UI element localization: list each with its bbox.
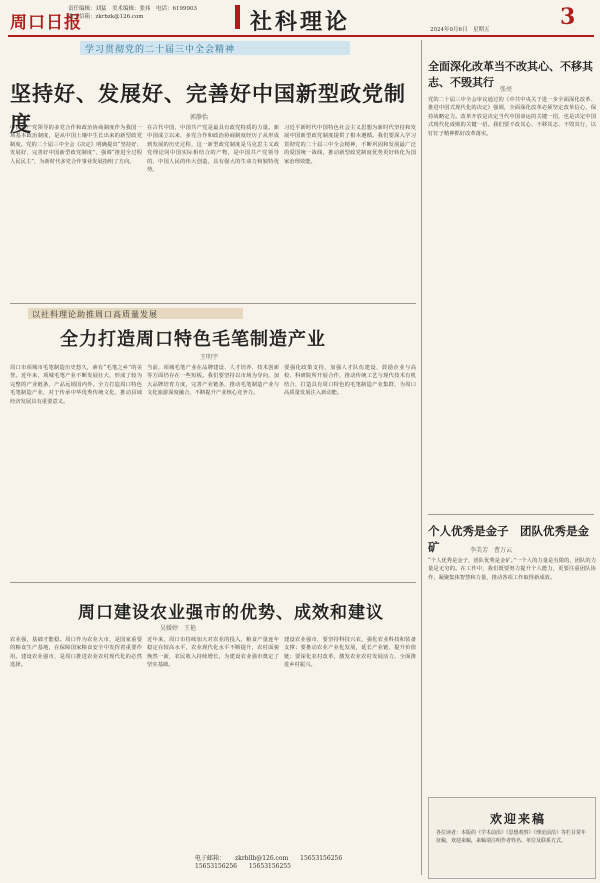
article3-col3: 建设农业强市，要坚持科技兴农，强化农业科技和装备支撑；要推动农业产业化发展，延长产业链、提升价值链；要深化农村改革，激发农业农村发展活力，全面推进乡村振兴。 [284, 637, 416, 669]
newspaper-logo: 周口日报 [10, 13, 82, 33]
divider [10, 303, 416, 304]
issue-date: 2024年9月6日 星期五 [430, 27, 490, 33]
article2-headline: 全力打造周口特色毛笔制造产业 [60, 329, 326, 350]
divider [10, 582, 416, 583]
article1-author: 郭静怡 [190, 114, 209, 121]
contact-phone: 15653156256 [300, 855, 343, 862]
welcome-title: 欢迎来稿 [490, 812, 547, 826]
article1-banner: 学习贯彻党的二十届三中全会精神 [85, 45, 236, 55]
article2-banner: 以社科理论助推周口高质量发展 [32, 310, 158, 319]
column-divider [421, 40, 422, 875]
contact-email[interactable]: zkrbllb@126.com [235, 855, 289, 862]
welcome-text: 各位读者：本版的《学术前沿》《思想观察》《理论前沿》等栏目常年征稿，欢迎来稿，来稿请注明作者姓名、单位及联系方式。 [436, 830, 587, 844]
article1-headline: 坚持好、发展好、完善好中国新型政党制度 [10, 81, 406, 136]
right1-author: 张亮 [500, 86, 513, 93]
contact-phone: 15653156256 [195, 863, 237, 870]
contact-info [195, 855, 420, 871]
article3-headline: 周口建设农业强市的优势、成效和建议 [78, 603, 384, 623]
article2-col3: 要强化政策支持，加强人才队伍建设，鼓励企业与高校、科研院所开展合作，推动传统工艺与现代技术有机结合，打造具有周口特色的毛笔制造产业集群，为周口高质量发展注入新动能。 [284, 365, 416, 397]
masthead [0, 0, 600, 34]
email-line: 电子信箱：zkrbzk@126.com [68, 14, 144, 20]
article3-author: 吴媛婷 王艳 [160, 625, 197, 632]
right2-headline: 个人优秀是金子 团队优秀是金矿 [428, 524, 589, 554]
right2-author: 李美芳 曹万云 [470, 547, 513, 554]
article1-col1: 中国共产党领导的多党合作和政治协商制度作为我国一项基本政治制度，是从中国土壤中生长出来的新型政党制度。党的二十届三中全会《决定》明确提出“坚持好、发展好、完善好中国新型政党制度”，强调“推进全过程人民民主”，为新时代多党合作事业发展指明了方向。 [10, 125, 142, 165]
email-label: 电子邮箱： [195, 855, 226, 862]
article3-col1: 农业强，基础才能稳。周口作为农业大市，是国家重要的粮食生产基地，在保障国家粮食安全中发挥着重要作用。建设农业强市，是周口推进农业农村现代化的必然选择。 [10, 637, 142, 669]
section-title: 社科理论 [250, 9, 351, 35]
divider [428, 514, 594, 515]
article3-col2: 近年来，周口市持续加大对农业的投入，粮食产量连年稳定在较高水平，农业现代化水平不断提升，农村面貌焕然一新，农民收入持续增长，为建设农业强市奠定了坚实基础。 [147, 637, 279, 669]
editor-info [68, 5, 218, 21]
right1-text: 党的二十届三中全会审议通过的《中共中央关于进一步全面深化改革、推进中国式现代化的决定》强调，全面深化改革必须坚定改革信心，保持战略定力。改革开放是决定当代中国命运的关键一招，也是决定中国式现代化成败的关键一招。我们要不改其心、不移其志、不毁其行，以钉钉子精神抓好改革落实。 [428, 97, 596, 137]
masthead-rule [8, 35, 594, 37]
contact-phone: 15653156255 [248, 863, 291, 870]
article1-col2: 在古代中国，中国共产党是最具有政党特质的力量。新中国成立以来，多党合作和政治协商制度经历了从形成到发展的历史过程，这一新型政党制度是马克思主义政党理论同中国实际相结合的产物，是中国共产党领导的、中国人民的伟大创造，具有强大的生命力和独特优势。 [147, 125, 279, 174]
right1-headline: 全面深化改革当不改其心、不移其志、不毁其行 [428, 60, 593, 89]
article1-col3: 习近平新时代中国特色社会主义思想为新时代坚持和发展中国新型政党制度提供了根本遵循。我们要深入学习贯彻党的二十届三中全会精神，不断巩固和发展最广泛的爱国统一战线，推动新型政党制度优势更好转化为国家治理效能。 [284, 125, 416, 165]
section-accent-bar [235, 5, 240, 29]
editor-line: 责任编辑：刘猛 美术编辑：张祎 电话：6199903 [68, 6, 197, 12]
right2-text: “个人优秀是金子，团队优秀是金矿。”一个人的力量是有限的，团队的力量是无穷的。在工作中，我们既要努力提升个人能力，更要注重团队协作，凝聚集体智慧和力量，推动各项工作取得新成效。 [428, 558, 596, 581]
article2-col1: 周口市项城市毛笔制造历史悠久，素有“毛笔之乡”的美誉。近年来，项城毛笔产业不断发展壮大，形成了较为完整的产业链条，产品远销国内外。全力打造周口特色毛笔制造产业，对于传承中华优秀传统文化、推动县域经济发展具有重要意义。 [10, 365, 142, 405]
article2-col2: 当前，项城毛笔产业在品牌建设、人才培养、技术创新等方面仍存在一些短板。我们要坚持以市场为导向，加大品牌培育力度，完善产业链条，推动毛笔制造产业与文化旅游深度融合，不断提升产业核心竞争力。 [147, 365, 279, 397]
page-number: 3 [560, 4, 576, 30]
article2-author: 王明宇 [200, 354, 219, 361]
